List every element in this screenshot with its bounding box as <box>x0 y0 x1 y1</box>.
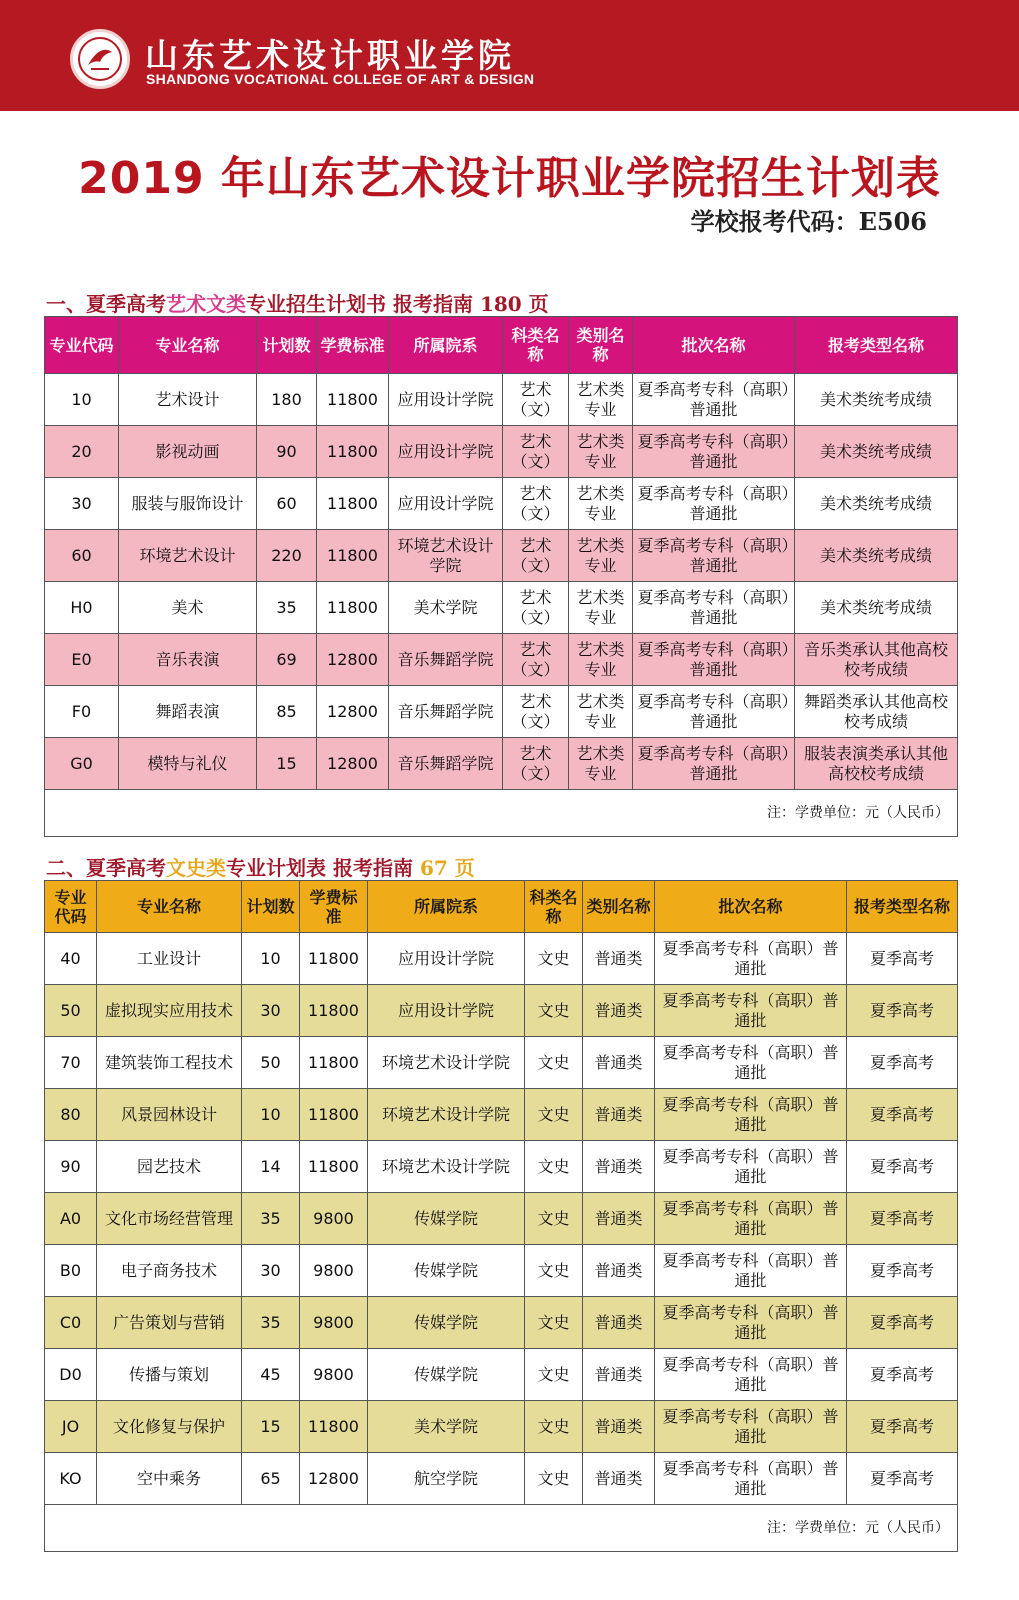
cell-exam-type: 舞蹈类承认其他高校校考成绩 <box>795 686 958 738</box>
cell-name: 舞蹈表演 <box>119 686 257 738</box>
table-row <box>45 478 958 530</box>
cell-subject-type: 文史 <box>525 1193 583 1245</box>
cell-subject-type: 文史 <box>525 1453 583 1505</box>
section1-title-highlight: 艺术文类 <box>166 292 246 316</box>
cell-department: 应用设计学院 <box>368 985 525 1037</box>
table-row <box>45 582 958 634</box>
cell-category: 普通类 <box>583 1245 655 1297</box>
cell-name: 建筑装饰工程技术 <box>97 1037 242 1089</box>
cell-exam-type: 夏季高考 <box>847 1141 958 1193</box>
column-header-plan-count: 计划数 <box>257 317 317 374</box>
cell-tuition: 11800 <box>317 582 389 634</box>
cell-category: 普通类 <box>583 1453 655 1505</box>
cell-exam-type: 美术类统考成绩 <box>795 582 958 634</box>
cell-code: 60 <box>45 530 119 582</box>
table-row <box>45 1089 958 1141</box>
cell-exam-type: 美术类统考成绩 <box>795 478 958 530</box>
cell-department: 传媒学院 <box>368 1297 525 1349</box>
cell-department: 应用设计学院 <box>368 933 525 985</box>
cell-tuition: 11800 <box>300 1141 368 1193</box>
cell-code: G0 <box>45 738 119 790</box>
cell-code: C0 <box>45 1297 97 1349</box>
table-row <box>45 374 958 426</box>
cell-plan-count: 50 <box>242 1037 300 1089</box>
column-header-batch: 批次名称 <box>633 317 795 374</box>
cell-code: 70 <box>45 1037 97 1089</box>
cell-department: 音乐舞蹈学院 <box>389 634 503 686</box>
cell-department: 美术学院 <box>368 1401 525 1453</box>
section2-title-page: 67 页 <box>419 856 475 880</box>
cell-code: 20 <box>45 426 119 478</box>
column-header-category: 类别名称 <box>569 317 633 374</box>
cell-code: B0 <box>45 1245 97 1297</box>
cell-subject-type: 艺术（文） <box>503 686 569 738</box>
page-title: 2019 年山东艺术设计职业学院招生计划表 <box>78 153 941 204</box>
cell-subject-type: 艺术（文） <box>503 582 569 634</box>
cell-tuition: 9800 <box>300 1245 368 1297</box>
table-row <box>45 985 958 1037</box>
table-row <box>45 1193 958 1245</box>
cell-batch: 夏季高考专科（高职）普通批 <box>655 1037 847 1089</box>
column-header-exam-type: 报考类型名称 <box>847 881 958 933</box>
cell-exam-type: 夏季高考 <box>847 1245 958 1297</box>
cell-code: 10 <box>45 374 119 426</box>
cell-batch: 夏季高考专科（高职）普通批 <box>655 985 847 1037</box>
cell-batch: 夏季高考专科（高职）普通批 <box>633 426 795 478</box>
cell-category: 艺术类专业 <box>569 582 633 634</box>
cell-plan-count: 90 <box>257 426 317 478</box>
table-header-row <box>45 881 958 933</box>
cell-name: 环境艺术设计 <box>119 530 257 582</box>
cell-tuition: 12800 <box>317 686 389 738</box>
cell-category: 普通类 <box>583 1193 655 1245</box>
cell-exam-type: 夏季高考 <box>847 1089 958 1141</box>
cell-plan-count: 10 <box>242 933 300 985</box>
cell-subject-type: 艺术（文） <box>503 374 569 426</box>
table-row <box>45 1141 958 1193</box>
cell-exam-type: 服装表演类承认其他高校校考成绩 <box>795 738 958 790</box>
cell-tuition: 12800 <box>317 634 389 686</box>
cell-plan-count: 30 <box>242 1245 300 1297</box>
cell-category: 普通类 <box>583 933 655 985</box>
cell-category: 普通类 <box>583 1089 655 1141</box>
table-row <box>45 530 958 582</box>
cell-department: 传媒学院 <box>368 1193 525 1245</box>
cell-department: 应用设计学院 <box>389 374 503 426</box>
cell-subject-type: 艺术（文） <box>503 634 569 686</box>
cell-name: 影视动画 <box>119 426 257 478</box>
cell-tuition: 12800 <box>300 1453 368 1505</box>
cell-code: 90 <box>45 1141 97 1193</box>
cell-name: 工业设计 <box>97 933 242 985</box>
section1-title-middle: 专业招生计划书 报考指南 <box>246 292 480 316</box>
cell-code: E0 <box>45 634 119 686</box>
cell-name: 美术 <box>119 582 257 634</box>
cell-plan-count: 85 <box>257 686 317 738</box>
cell-department: 环境艺术设计学院 <box>389 530 503 582</box>
cell-name: 园艺技术 <box>97 1141 242 1193</box>
cell-category: 艺术类专业 <box>569 426 633 478</box>
college-name-cn: 山东艺术设计职业学院 <box>145 36 515 75</box>
cell-batch: 夏季高考专科（高职）普通批 <box>633 478 795 530</box>
cell-category: 普通类 <box>583 1401 655 1453</box>
cell-tuition: 11800 <box>317 374 389 426</box>
cell-tuition: 11800 <box>317 426 389 478</box>
cell-subject-type: 艺术（文） <box>503 530 569 582</box>
college-name-en: SHANDONG VOCATIONAL COLLEGE OF ART & DESIGN <box>146 71 535 87</box>
cell-department: 航空学院 <box>368 1453 525 1505</box>
cell-name: 音乐表演 <box>119 634 257 686</box>
cell-code: JO <box>45 1401 97 1453</box>
cell-subject-type: 文史 <box>525 1401 583 1453</box>
cell-batch: 夏季高考专科（高职）普通批 <box>655 1453 847 1505</box>
cell-subject-type: 文史 <box>525 985 583 1037</box>
cell-exam-type: 夏季高考 <box>847 1453 958 1505</box>
cell-exam-type: 夏季高考 <box>847 933 958 985</box>
column-header-subject-type: 科类名称 <box>525 881 583 933</box>
cell-tuition: 9800 <box>300 1193 368 1245</box>
cell-code: 50 <box>45 985 97 1037</box>
cell-code: H0 <box>45 582 119 634</box>
note-row <box>45 1505 958 1552</box>
cell-department: 环境艺术设计学院 <box>368 1141 525 1193</box>
cell-batch: 夏季高考专科（高职）普通批 <box>655 1245 847 1297</box>
cell-category: 普通类 <box>583 1349 655 1401</box>
table-row <box>45 1401 958 1453</box>
column-header-batch: 批次名称 <box>655 881 847 933</box>
table-row <box>45 634 958 686</box>
table-row <box>45 738 958 790</box>
cell-exam-type: 美术类统考成绩 <box>795 374 958 426</box>
cell-batch: 夏季高考专科（高职）普通批 <box>655 933 847 985</box>
table-row <box>45 933 958 985</box>
cell-plan-count: 35 <box>242 1297 300 1349</box>
cell-plan-count: 30 <box>242 985 300 1037</box>
section2-title <box>46 852 475 881</box>
cell-plan-count: 65 <box>242 1453 300 1505</box>
cell-batch: 夏季高考专科（高职）普通批 <box>655 1089 847 1141</box>
table-row <box>45 426 958 478</box>
cell-subject-type: 艺术（文） <box>503 738 569 790</box>
cell-department: 音乐舞蹈学院 <box>389 738 503 790</box>
cell-tuition: 11800 <box>300 1089 368 1141</box>
cell-tuition: 9800 <box>300 1349 368 1401</box>
cell-name: 传播与策划 <box>97 1349 242 1401</box>
liberal-arts-plan-table <box>44 880 958 1552</box>
section1-title-prefix: 一、夏季高考 <box>46 292 166 316</box>
cell-subject-type: 文史 <box>525 1037 583 1089</box>
cell-department: 美术学院 <box>389 582 503 634</box>
cell-batch: 夏季高考专科（高职）普通批 <box>633 686 795 738</box>
cell-name: 文化修复与保护 <box>97 1401 242 1453</box>
cell-batch: 夏季高考专科（高职）普通批 <box>633 634 795 686</box>
column-header-code: 专业代码 <box>45 317 119 374</box>
tuition-unit-note: 注：学费单位：元（人民币） <box>45 790 958 837</box>
column-header-tuition: 学费标准 <box>317 317 389 374</box>
column-header-category: 类别名称 <box>583 881 655 933</box>
cell-category: 艺术类专业 <box>569 686 633 738</box>
cell-name: 文化市场经营管理 <box>97 1193 242 1245</box>
cell-name: 虚拟现实应用技术 <box>97 985 242 1037</box>
cell-batch: 夏季高考专科（高职）普通批 <box>633 582 795 634</box>
cell-plan-count: 69 <box>257 634 317 686</box>
cell-code: A0 <box>45 1193 97 1245</box>
table-header-row <box>45 317 958 374</box>
tuition-unit-note: 注：学费单位：元（人民币） <box>45 1505 958 1552</box>
cell-category: 普通类 <box>583 1037 655 1089</box>
cell-name: 空中乘务 <box>97 1453 242 1505</box>
cell-name: 电子商务技术 <box>97 1245 242 1297</box>
cell-plan-count: 35 <box>242 1193 300 1245</box>
cell-batch: 夏季高考专科（高职）普通批 <box>633 738 795 790</box>
column-header-department: 所属院系 <box>389 317 503 374</box>
cell-code: F0 <box>45 686 119 738</box>
cell-plan-count: 14 <box>242 1141 300 1193</box>
column-header-name: 专业名称 <box>119 317 257 374</box>
note-row <box>45 790 958 837</box>
column-header-name: 专业名称 <box>97 881 242 933</box>
cell-plan-count: 35 <box>257 582 317 634</box>
cell-subject-type: 文史 <box>525 1245 583 1297</box>
cell-code: 80 <box>45 1089 97 1141</box>
cell-batch: 夏季高考专科（高职）普通批 <box>655 1141 847 1193</box>
cell-subject-type: 文史 <box>525 1349 583 1401</box>
cell-subject-type: 文史 <box>525 1089 583 1141</box>
cell-category: 艺术类专业 <box>569 738 633 790</box>
cell-category: 普通类 <box>583 1297 655 1349</box>
cell-plan-count: 45 <box>242 1349 300 1401</box>
section2-title-highlight: 文史类 <box>166 856 226 880</box>
cell-category: 普通类 <box>583 1141 655 1193</box>
section2-title-prefix: 二、夏季高考 <box>46 856 166 880</box>
cell-batch: 夏季高考专科（高职）普通批 <box>655 1401 847 1453</box>
cell-department: 应用设计学院 <box>389 478 503 530</box>
cell-tuition: 11800 <box>317 530 389 582</box>
cell-subject-type: 文史 <box>525 933 583 985</box>
cell-subject-type: 艺术（文） <box>503 426 569 478</box>
cell-department: 传媒学院 <box>368 1349 525 1401</box>
section2-title-middle: 专业计划表 报考指南 <box>226 856 420 880</box>
column-header-subject-type: 科类名称 <box>503 317 569 374</box>
column-header-code: 专业代码 <box>45 881 97 933</box>
cell-tuition: 12800 <box>317 738 389 790</box>
column-header-tuition: 学费标准 <box>300 881 368 933</box>
column-header-department: 所属院系 <box>368 881 525 933</box>
table-row <box>45 1037 958 1089</box>
cell-name: 风景园林设计 <box>97 1089 242 1141</box>
cell-category: 艺术类专业 <box>569 530 633 582</box>
cell-tuition: 9800 <box>300 1297 368 1349</box>
cell-batch: 夏季高考专科（高职）普通批 <box>655 1193 847 1245</box>
cell-batch: 夏季高考专科（高职）普通批 <box>633 530 795 582</box>
cell-tuition: 11800 <box>300 985 368 1037</box>
table-row <box>45 1349 958 1401</box>
cell-category: 艺术类专业 <box>569 634 633 686</box>
table-row <box>45 1453 958 1505</box>
table-row <box>45 1245 958 1297</box>
cell-tuition: 11800 <box>300 933 368 985</box>
cell-batch: 夏季高考专科（高职）普通批 <box>655 1349 847 1401</box>
cell-tuition: 11800 <box>317 478 389 530</box>
cell-exam-type: 夏季高考 <box>847 1193 958 1245</box>
cell-name: 模特与礼仪 <box>119 738 257 790</box>
cell-tuition: 11800 <box>300 1037 368 1089</box>
cell-category: 艺术类专业 <box>569 478 633 530</box>
cell-department: 环境艺术设计学院 <box>368 1089 525 1141</box>
table-row <box>45 686 958 738</box>
cell-category: 普通类 <box>583 985 655 1037</box>
cell-name: 艺术设计 <box>119 374 257 426</box>
cell-batch: 夏季高考专科（高职）普通批 <box>633 374 795 426</box>
cell-subject-type: 文史 <box>525 1297 583 1349</box>
cell-plan-count: 10 <box>242 1089 300 1141</box>
cell-department: 环境艺术设计学院 <box>368 1037 525 1089</box>
cell-plan-count: 180 <box>257 374 317 426</box>
cell-exam-type: 音乐类承认其他高校校考成绩 <box>795 634 958 686</box>
header-banner <box>0 0 1019 111</box>
cell-category: 艺术类专业 <box>569 374 633 426</box>
cell-batch: 夏季高考专科（高职）普通批 <box>655 1297 847 1349</box>
cell-name: 广告策划与营销 <box>97 1297 242 1349</box>
column-header-exam-type: 报考类型名称 <box>795 317 958 374</box>
cell-exam-type: 夏季高考 <box>847 1037 958 1089</box>
college-logo-icon <box>70 29 130 89</box>
cell-exam-type: 美术类统考成绩 <box>795 426 958 478</box>
section1-title <box>46 288 549 317</box>
cell-plan-count: 15 <box>242 1401 300 1453</box>
cell-exam-type: 夏季高考 <box>847 1349 958 1401</box>
cell-code: D0 <box>45 1349 97 1401</box>
cell-subject-type: 艺术（文） <box>503 478 569 530</box>
school-code: 学校报考代码：E506 <box>690 207 927 236</box>
cell-name: 服装与服饰设计 <box>119 478 257 530</box>
cell-subject-type: 文史 <box>525 1141 583 1193</box>
cell-tuition: 11800 <box>300 1401 368 1453</box>
cell-department: 传媒学院 <box>368 1245 525 1297</box>
cell-exam-type: 夏季高考 <box>847 1297 958 1349</box>
column-header-plan-count: 计划数 <box>242 881 300 933</box>
cell-plan-count: 60 <box>257 478 317 530</box>
cell-department: 应用设计学院 <box>389 426 503 478</box>
cell-plan-count: 15 <box>257 738 317 790</box>
cell-code: KO <box>45 1453 97 1505</box>
cell-plan-count: 220 <box>257 530 317 582</box>
cell-department: 音乐舞蹈学院 <box>389 686 503 738</box>
cell-exam-type: 夏季高考 <box>847 1401 958 1453</box>
cell-exam-type: 夏季高考 <box>847 985 958 1037</box>
cell-code: 40 <box>45 933 97 985</box>
section1-title-page: 180 页 <box>479 292 549 316</box>
cell-exam-type: 美术类统考成绩 <box>795 530 958 582</box>
art-plan-table <box>44 316 958 837</box>
cell-code: 30 <box>45 478 119 530</box>
table-row <box>45 1297 958 1349</box>
